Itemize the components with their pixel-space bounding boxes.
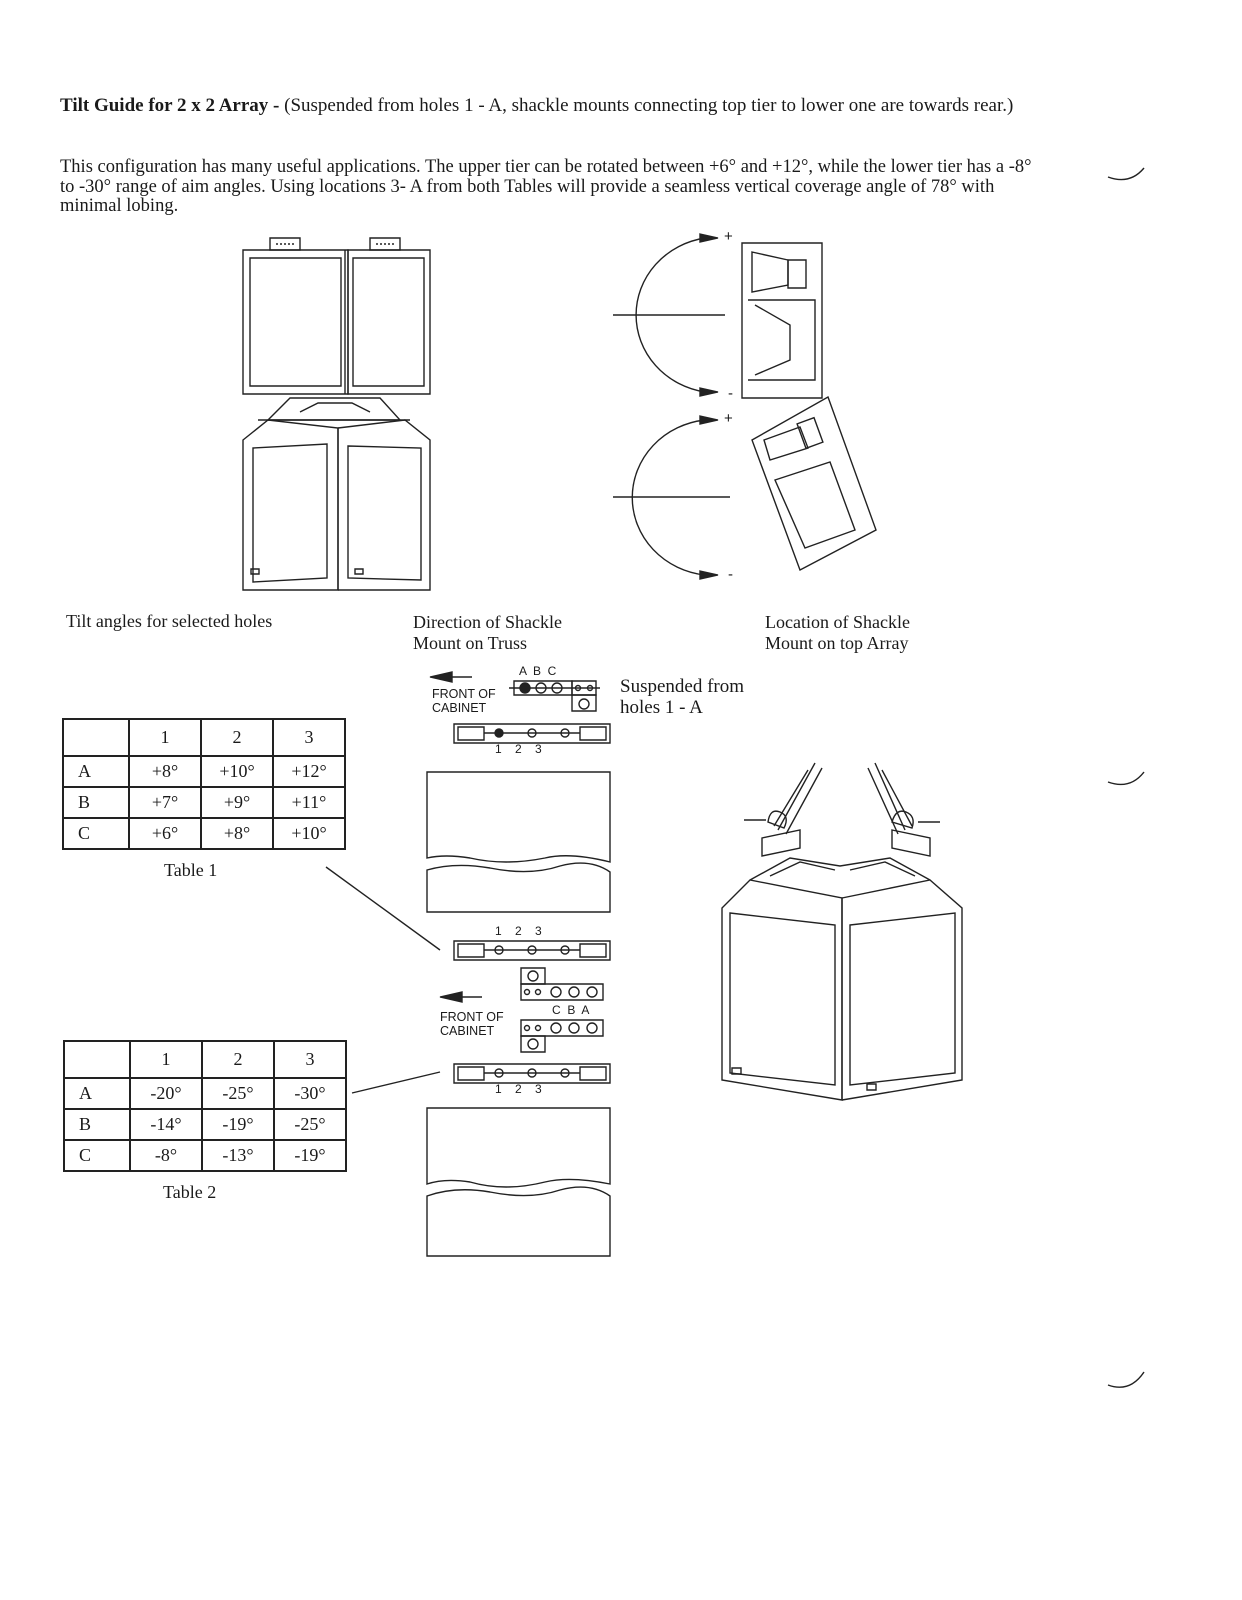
table-cell: 1 (129, 719, 201, 756)
table-cell: 2 (201, 719, 273, 756)
table1-caption: Table 1 (164, 860, 218, 880)
table-cell: +6° (129, 818, 201, 849)
table-cell: +7° (129, 787, 201, 818)
table-row (64, 1109, 346, 1140)
hole-numbers-top: 1 2 3 (495, 742, 542, 756)
table-cell: -30° (274, 1078, 346, 1109)
table-cell: 3 (273, 719, 345, 756)
table-cell: -14° (130, 1109, 202, 1140)
hole-numbers-middle: 1 2 3 (495, 924, 542, 938)
truss-diagram (427, 672, 610, 1256)
table-cell: 2 (202, 1041, 274, 1078)
table-row (63, 818, 345, 849)
margin-mark (1108, 772, 1144, 784)
table1 (62, 718, 346, 850)
heading-rest: (Suspended from holes 1 - A, shackle mounts connecting top tier to lower one are towards rear.) (279, 95, 1014, 116)
table-cell: C (63, 818, 129, 849)
table-cell: -13° (202, 1140, 274, 1171)
table-cell: -19° (274, 1140, 346, 1171)
intro-paragraph: This configuration has many useful applications. The upper tier can be rotated between +6° and +12°, while the lower tier has a -8° to -30° range of aim angles. Using locations 3- A from both Tables will provide a seamless vertical coverage angle of 78° with minimal lobing. (60, 157, 1032, 216)
table-cell: +8° (129, 756, 201, 787)
table-row (63, 756, 345, 787)
table-cell: +12° (273, 756, 345, 787)
location-label: Location of Shackle Mount on top Array (765, 612, 910, 653)
table-cell: A (63, 756, 129, 787)
front-of-cabinet-bottom: FRONT OF CABINET (440, 1010, 504, 1038)
table-cell: C (64, 1140, 130, 1171)
table-row (64, 1078, 346, 1109)
array-illustration (243, 238, 430, 590)
table-row (64, 1041, 346, 1078)
table-cell (63, 719, 129, 756)
cba-label: C B A (552, 1003, 590, 1017)
plus-label-lower: + (724, 410, 733, 427)
suspended-label: Suspended from holes 1 - A (620, 676, 745, 718)
table-cell: +11° (273, 787, 345, 818)
table-cell (64, 1041, 130, 1078)
table-row (63, 787, 345, 818)
tilt-angles-label: Tilt angles for selected holes (66, 611, 273, 631)
table-cell: -20° (130, 1078, 202, 1109)
table2-caption: Table 2 (163, 1182, 217, 1202)
plus-label-upper: + (724, 228, 733, 245)
margin-mark (1108, 1372, 1144, 1387)
coverage-diagram-upper (613, 234, 822, 398)
table2 (63, 1040, 347, 1172)
heading-bold: Tilt Guide for 2 x 2 Array - (60, 95, 280, 116)
table-cell: +10° (201, 756, 273, 787)
abc-label: A B C (519, 664, 557, 678)
table2-leader (352, 1072, 440, 1093)
minus-label-upper: - (728, 385, 733, 402)
table-cell: +9° (201, 787, 273, 818)
table-cell: -25° (202, 1078, 274, 1109)
table-cell: -25° (274, 1109, 346, 1140)
table-cell: 1 (130, 1041, 202, 1078)
table1-leader (326, 867, 440, 950)
table-cell: 3 (274, 1041, 346, 1078)
table-cell: -19° (202, 1109, 274, 1140)
front-of-cabinet-top: FRONT OF CABINET (432, 687, 496, 715)
direction-label: Direction of Shackle Mount on Truss (413, 612, 562, 653)
hole-numbers-bottom: 1 2 3 (495, 1082, 542, 1096)
table-cell: +10° (273, 818, 345, 849)
table-cell: A (64, 1078, 130, 1109)
minus-label-lower: - (728, 566, 733, 583)
table-cell: -8° (130, 1140, 202, 1171)
shackle-location-illustration (722, 763, 962, 1100)
table-cell: B (63, 787, 129, 818)
coverage-diagram-lower (613, 397, 876, 579)
table-cell: B (64, 1109, 130, 1140)
table-cell: +8° (201, 818, 273, 849)
table-row (63, 719, 345, 756)
table-row (64, 1140, 346, 1171)
margin-mark (1108, 168, 1144, 180)
